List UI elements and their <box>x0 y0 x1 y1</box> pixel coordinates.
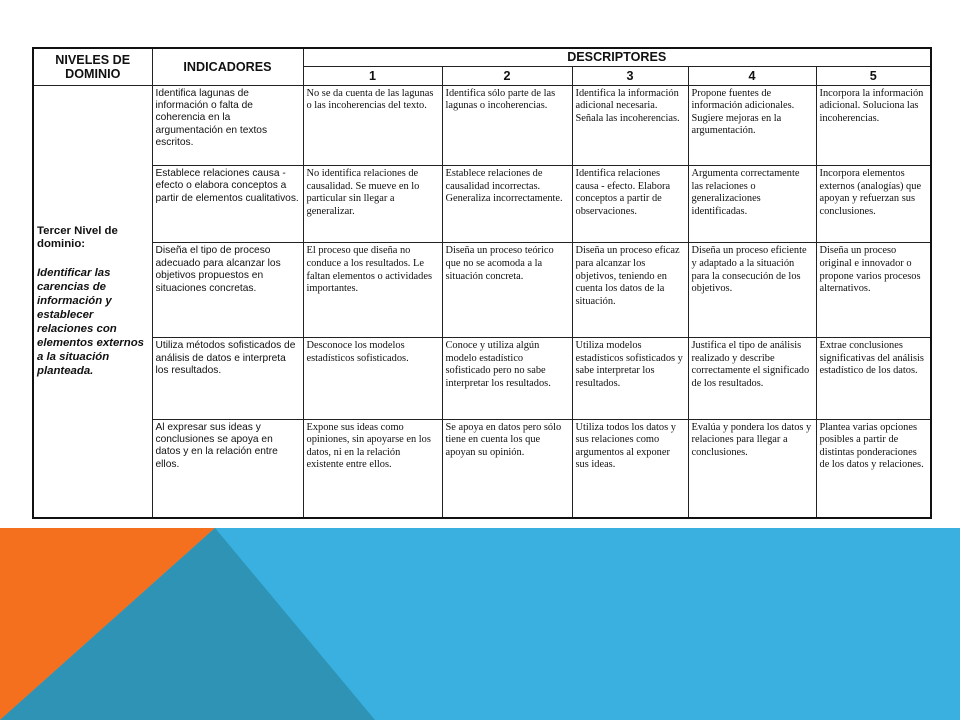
descriptor-cell: No se da cuenta de las lagunas o las incoherencias del texto. <box>303 85 442 165</box>
descriptor-cell: Establece relaciones de causalidad incorrectas. Generaliza incorrectamente. <box>442 165 572 242</box>
header-descriptor-1: 1 <box>303 66 442 85</box>
descriptor-cell: Conoce y utiliza algún modelo estadístico sofisticado pero no sabe interpretar los resultados. <box>442 338 572 420</box>
descriptor-cell: Incorpora elementos externos (analogías) que apoyan y refuerzan sus conclusiones. <box>816 165 931 242</box>
descriptor-cell: Diseña un proceso eficiente y adaptado a la situación para la consecución de los objetivos. <box>688 243 816 338</box>
decorative-footer-band <box>0 528 960 720</box>
header-niveles: NIVELES DE DOMINIO <box>33 48 152 85</box>
level-description: Identificar las carencias de información y establecer relaciones con elementos externos a la situación planteada. <box>37 266 144 377</box>
indicator-cell: Identifica lagunas de información o falta de coherencia en la argumentación en textos escritos. <box>152 85 303 165</box>
descriptor-cell: Plantea varias opciones posibles a partir de distintas ponderaciones de los datos y relaciones. <box>816 419 931 518</box>
header-indicadores: INDICADORES <box>152 48 303 85</box>
descriptor-cell: Evalúa y pondera los datos y relaciones para llegar a conclusiones. <box>688 419 816 518</box>
table-row <box>33 243 931 338</box>
indicator-cell: Diseña el tipo de proceso adecuado para alcanzar los objetivos propuestos en situaciones concretas. <box>152 243 303 338</box>
table-row <box>33 338 931 420</box>
header-descriptores: DESCRIPTORES <box>303 48 931 66</box>
descriptor-cell: Diseña un proceso original e innovador o propone varios procesos alternativos. <box>816 243 931 338</box>
header-descriptor-5: 5 <box>816 66 931 85</box>
header-descriptor-3: 3 <box>572 66 688 85</box>
descriptor-cell: Extrae conclusiones significativas del análisis estadístico de los datos. <box>816 338 931 420</box>
descriptor-cell: Propone fuentes de información adicionales. Sugiere mejoras en la argumentación. <box>688 85 816 165</box>
level-cell <box>33 85 152 518</box>
header-descriptor-4: 4 <box>688 66 816 85</box>
descriptor-cell: Identifica relaciones causa - efecto. Elabora conceptos a partir de observaciones. <box>572 165 688 242</box>
indicator-cell: Utiliza métodos sofisticados de análisis de datos e interpreta los resultados. <box>152 338 303 420</box>
table-row <box>33 85 931 165</box>
level-title: Tercer Nivel de dominio: <box>37 224 118 251</box>
descriptor-cell: Incorpora la información adicional. Soluciona las incoherencias. <box>816 85 931 165</box>
descriptor-cell: Argumenta correctamente las relaciones o generalizaciones identificadas. <box>688 165 816 242</box>
descriptor-cell: No identifica relaciones de causalidad. Se mueve en lo particular sin llegar a generalizar. <box>303 165 442 242</box>
descriptor-cell: Expone sus ideas como opiniones, sin apoyarse en los datos, ni en la relación existente entre ellos. <box>303 419 442 518</box>
descriptor-cell: Utiliza todos los datos y sus relaciones como argumentos al exponer sus ideas. <box>572 419 688 518</box>
descriptor-cell: Identifica la información adicional necesaria. Señala las incoherencias. <box>572 85 688 165</box>
descriptor-cell: Diseña un proceso teórico que no se acomoda a la situación concreta. <box>442 243 572 338</box>
rubric-table <box>32 47 932 519</box>
descriptor-cell: Diseña un proceso eficaz para alcanzar los objetivos, teniendo en cuenta los datos de la situación. <box>572 243 688 338</box>
header-descriptor-2: 2 <box>442 66 572 85</box>
indicator-cell: Al expresar sus ideas y conclusiones se apoya en datos y en la relación entre ellos. <box>152 419 303 518</box>
indicator-cell: Establece relaciones causa - efecto o elabora conceptos a partir de elementos cualitativos. <box>152 165 303 242</box>
descriptor-cell: El proceso que diseña no conduce a los resultados. Le faltan elementos o actividades importantes. <box>303 243 442 338</box>
descriptor-cell: Utiliza modelos estadísticos sofisticados y sabe interpretar los resultados. <box>572 338 688 420</box>
table-row <box>33 419 931 518</box>
table-row <box>33 165 931 242</box>
descriptor-cell: Se apoya en datos pero sólo tiene en cuenta los que apoyan su opinión. <box>442 419 572 518</box>
descriptor-cell: Desconoce los modelos estadísticos sofisticados. <box>303 338 442 420</box>
footer-shapes <box>0 528 960 720</box>
descriptor-cell: Justifica el tipo de análisis realizado y describe correctamente el significado de los resultados. <box>688 338 816 420</box>
descriptor-cell: Identifica sólo parte de las lagunas o incoherencias. <box>442 85 572 165</box>
